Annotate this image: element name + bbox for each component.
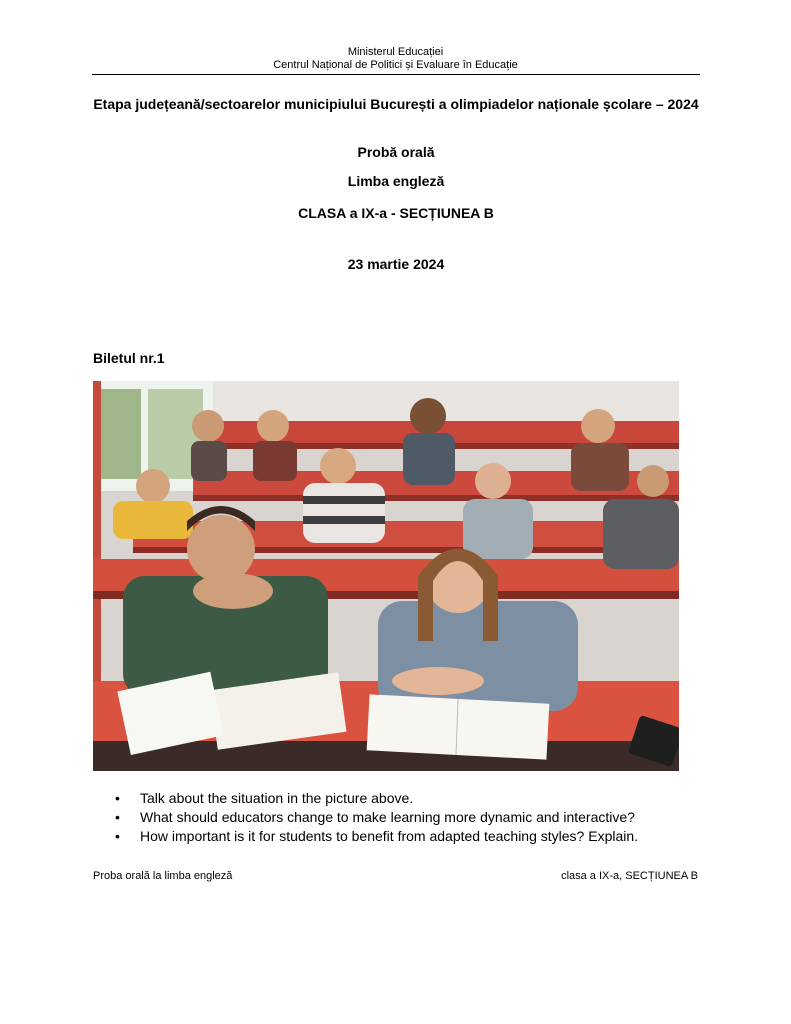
question-text: How important is it for students to benefit from adapted teaching styles? Explain.: [140, 828, 639, 844]
list-item: [93, 789, 703, 808]
footer-exam: Proba orală la limba engleză: [93, 870, 233, 882]
ministry-name: Ministerul Educației: [347, 46, 444, 58]
ticket-label: Biletul nr.1: [93, 350, 165, 366]
footer-class: clasa a IX-a, SECȚIUNEA B: [561, 870, 698, 882]
header-divider: [92, 74, 700, 75]
bullet-icon: •: [115, 809, 120, 825]
competition-title: Etapa județeană/sectoarelor municipiului București a olimpiadelor naționale școlare – 2024: [93, 96, 699, 112]
center-name: Centrul Național de Politici și Evaluare în Educație: [273, 59, 518, 71]
bullet-icon: •: [115, 790, 120, 806]
exam-date: 23 martie 2024: [347, 256, 445, 272]
exam-type: Probă orală: [357, 144, 435, 160]
question-text: What should educators change to make learning more dynamic and interactive?: [140, 809, 635, 825]
subject: Limba engleză: [347, 173, 445, 189]
list-item: [93, 827, 703, 846]
classroom-photo: [93, 381, 679, 771]
bullet-icon: •: [115, 828, 120, 844]
document-header: [0, 46, 791, 72]
question-list: [93, 789, 703, 846]
list-item: [93, 808, 703, 827]
class-section: CLASA a IX-a - SECȚIUNEA B: [298, 205, 494, 221]
question-text: Talk about the situation in the picture above.: [140, 790, 414, 806]
